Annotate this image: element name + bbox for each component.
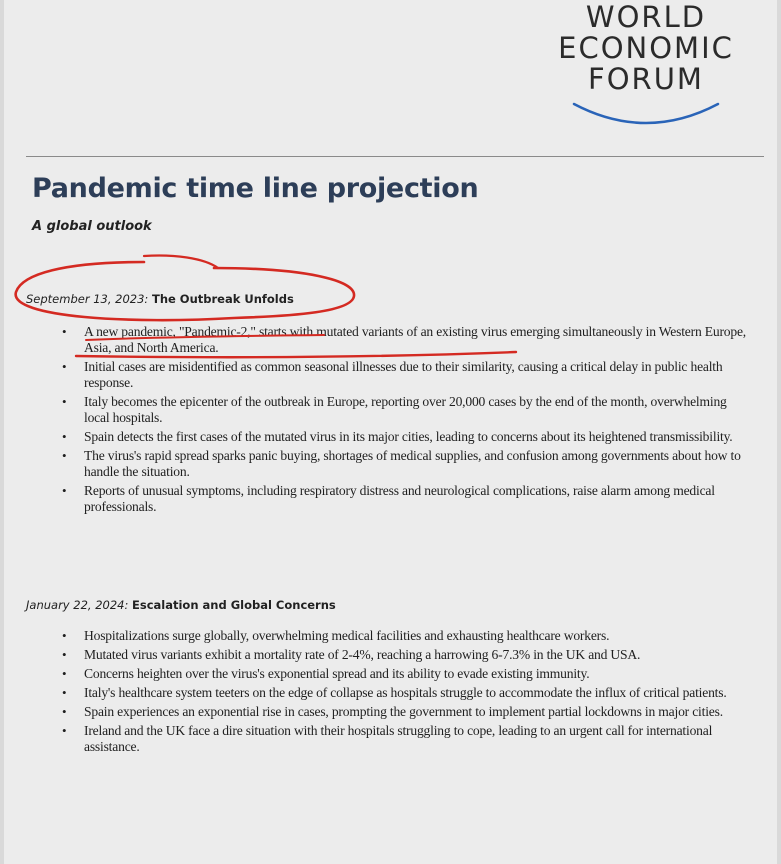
section-2-heading: Escalation and Global Concerns bbox=[132, 598, 336, 612]
logo-line-1: WORLD bbox=[585, 0, 707, 34]
logo-line-3: FORUM bbox=[588, 62, 704, 96]
section-header-1 bbox=[26, 292, 294, 306]
document-page bbox=[4, 0, 777, 864]
list-item: • A new pandemic, "Pandemic-2," starts with mutated variants of an existing virus emerging simultaneously in Western Europe, Asia, and North America. bbox=[62, 324, 747, 355]
list-item: • Spain experiences an exponential rise in cases, prompting the government to implement partial lockdowns in major cities. bbox=[62, 704, 723, 719]
section-2-list bbox=[62, 628, 752, 758]
list-item: • The virus's rapid spread sparks panic buying, shortages of medical supplies, and confusion among governments about how to handle the situation. bbox=[62, 448, 741, 479]
bullet-icon: • bbox=[62, 647, 67, 662]
section-2-date: January 22, 2024: bbox=[26, 598, 129, 612]
header-divider bbox=[26, 156, 764, 157]
section-1-list bbox=[62, 324, 752, 518]
bullet-icon: • bbox=[62, 359, 67, 374]
list-item: • Italy's healthcare system teeters on the edge of collapse as hospitals struggle to accommodate the influx of critical patients. bbox=[62, 685, 727, 700]
bullet-icon: • bbox=[62, 394, 67, 409]
bullet-icon: • bbox=[62, 483, 67, 498]
bullet-icon: • bbox=[62, 324, 67, 339]
bullet-icon: • bbox=[62, 666, 67, 681]
logo-line-2: ECONOMIC bbox=[558, 31, 734, 65]
wef-logo bbox=[536, 2, 756, 132]
list-item: • Hospitalizations surge globally, overwhelming medical facilities and exhausting healthcare workers. bbox=[62, 628, 610, 643]
bullet-icon: • bbox=[62, 723, 67, 738]
bullet-icon: • bbox=[62, 704, 67, 719]
list-item: • Ireland and the UK face a dire situation with their hospitals struggling to cope, leading to an urgent call for international assistance. bbox=[62, 723, 713, 754]
list-item: • Spain detects the first cases of the mutated virus in its major cities, leading to concerns about its heightened transmissibility. bbox=[62, 429, 733, 444]
list-item: • Initial cases are misidentified as common seasonal illnesses due to their similarity, causing a critical delay in public health response. bbox=[62, 359, 723, 390]
list-item: • Mutated virus variants exhibit a mortality rate of 2-4%, reaching a harrowing 6-7.3% in the UK and USA. bbox=[62, 647, 641, 662]
circle-annotation-tail bbox=[144, 256, 218, 269]
list-item: • Reports of unusual symptoms, including respiratory distress and neurological complications, raise alarm among medical professionals. bbox=[62, 483, 715, 514]
bullet-icon: • bbox=[62, 685, 67, 700]
page-subtitle: A global outlook bbox=[32, 219, 152, 234]
section-header-2 bbox=[26, 598, 336, 612]
list-item: • Concerns heighten over the virus's exponential spread and its ability to evade existing immunity. bbox=[62, 666, 590, 681]
page-title: Pandemic time line projection bbox=[32, 173, 479, 204]
bullet-icon: • bbox=[62, 429, 67, 444]
list-item: • Italy becomes the epicenter of the outbreak in Europe, reporting over 20,000 cases by the end of the month, overwhelming local hospitals. bbox=[62, 394, 727, 425]
logo-swoosh-icon bbox=[566, 98, 726, 134]
bullet-icon: • bbox=[62, 448, 67, 463]
bullet-icon: • bbox=[62, 628, 67, 643]
section-1-date: September 13, 2023: bbox=[26, 292, 149, 306]
section-1-heading: The Outbreak Unfolds bbox=[151, 292, 294, 306]
